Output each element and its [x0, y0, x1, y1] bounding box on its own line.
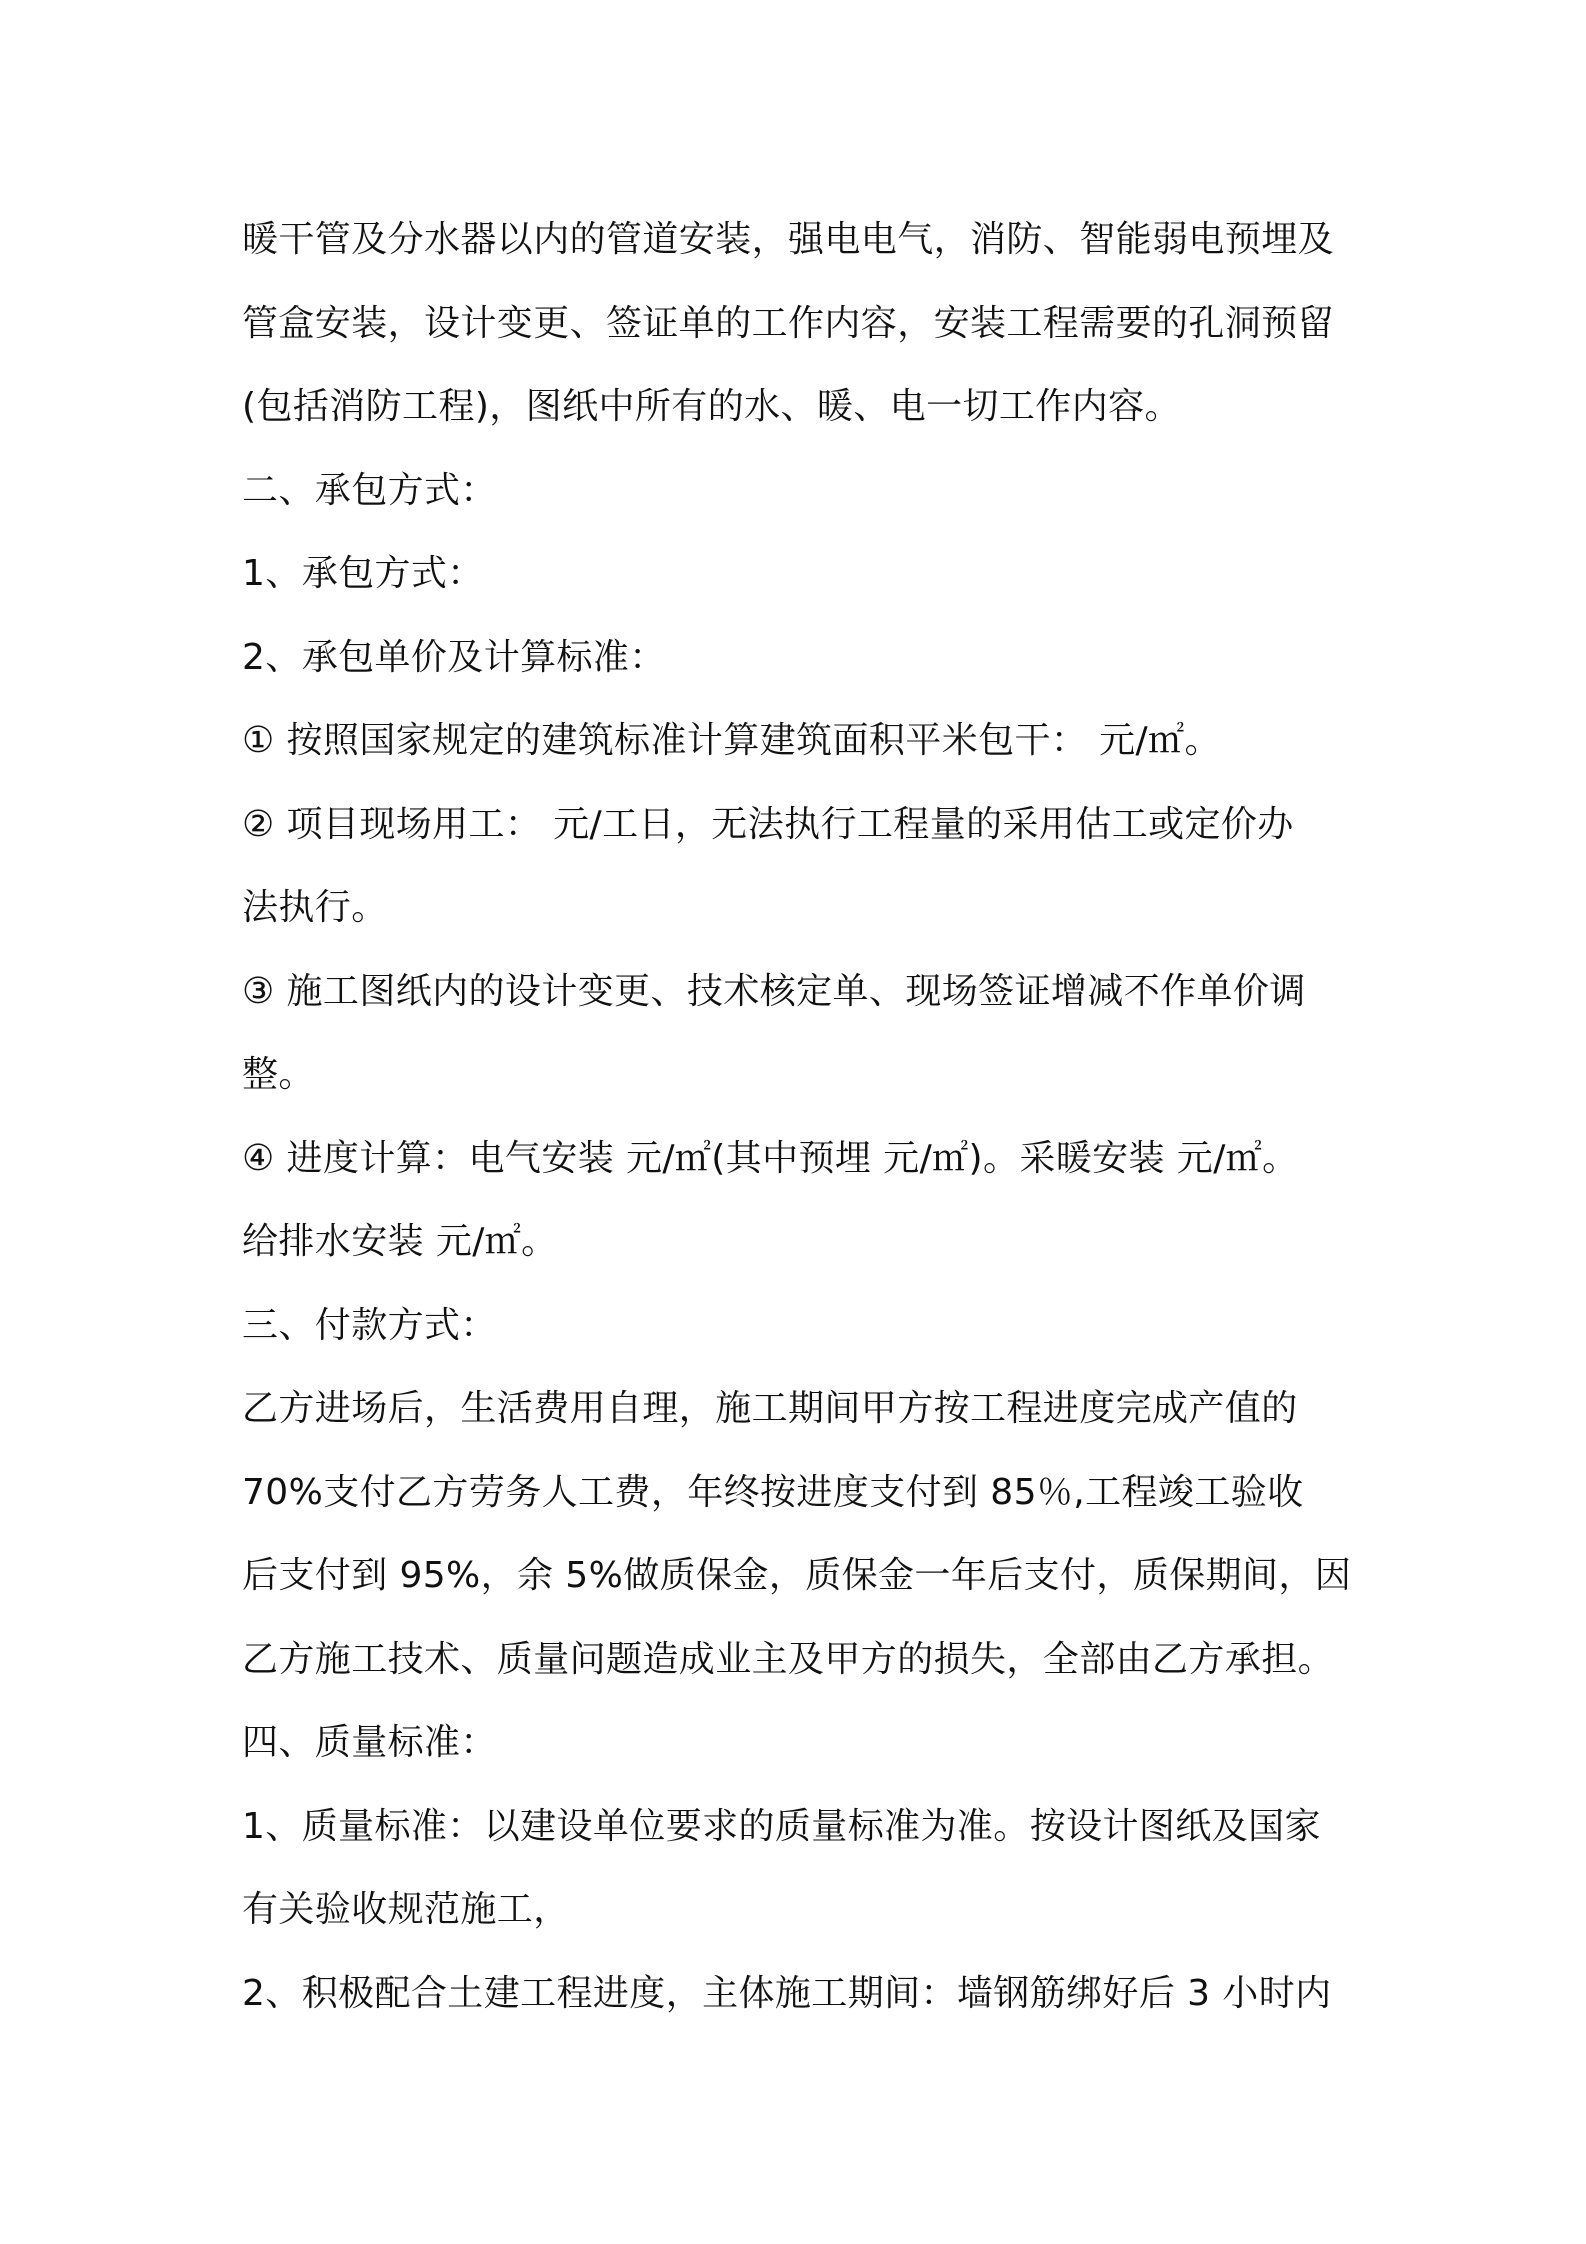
text-line: 后支付到 95%，余 5%做质保金，质保金一年后支付，质保期间，因 — [242, 1555, 1352, 1596]
document-body — [242, 198, 1362, 2035]
text-line: (包括消防工程)，图纸中所有的水、暖、电一切工作内容。 — [242, 386, 1181, 427]
section-heading: 三、付款方式： — [242, 1304, 497, 1346]
list-item: 1、质量标准：以建设单位要求的质量标准为准。按设计图纸及国家 — [242, 1805, 1321, 1847]
list-item: 2、积极配合土建工程进度，主体施工期间：墙钢筋绑好后 3 小时内 — [242, 1972, 1332, 2014]
text-line: 乙方施工技术、质量问题造成业主及甲方的损失，全部由乙方承担。 — [242, 1638, 1335, 1680]
text-line: 管盒安装，设计变更、签证单的工作内容，安装工程需要的孔洞预留 — [242, 302, 1335, 344]
list-item: ④ 进度计算：电气安装 元/㎡(其中预埋 元/㎡)。采暖安装 元/㎡。 — [242, 1137, 1299, 1179]
list-item: 1、承包方式： — [242, 553, 484, 594]
section-heading: 二、承包方式： — [242, 469, 497, 511]
list-item: ② 项目现场用工： 元/工日，无法执行工程量的采用估工或定价办 — [242, 803, 1294, 845]
list-item: ③ 施工图纸内的设计变更、技术核定单、现场签证增减不作单价调 — [242, 970, 1306, 1012]
list-item: ① 按照国家规定的建筑标准计算建筑面积平米包干： 元/㎡。 — [242, 720, 1221, 761]
section-heading: 四、质量标准： — [242, 1722, 497, 1763]
list-item: 2、承包单价及计算标准： — [242, 636, 666, 678]
text-line: 整。 — [242, 1054, 315, 1095]
text-line: 70%支付乙方劳务人工费，年终按进度支付到 85％,工程竣工验收 — [242, 1471, 1304, 1513]
text-line: 法执行。 — [242, 887, 388, 928]
text-line: 暖干管及分水器以内的管道安装，强电电气，消防、智能弱电预埋及 — [242, 219, 1335, 260]
text-line: 有关验收规范施工， — [242, 1889, 570, 1930]
text-line: 给排水安装 元/㎡。 — [242, 1221, 558, 1262]
text-line: 乙方进场后，生活费用自理，施工期间甲方按工程进度完成产值的 — [242, 1388, 1298, 1429]
